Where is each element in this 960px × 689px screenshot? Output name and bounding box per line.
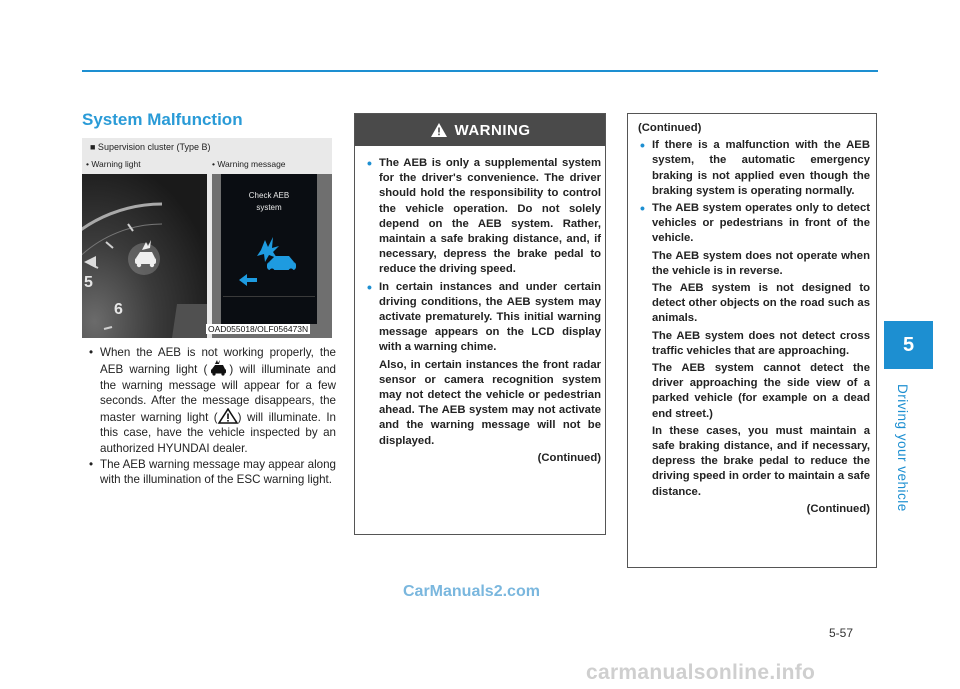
- gauge-number-6: 6: [114, 301, 123, 318]
- continued-list: [638, 138, 870, 246]
- warning-item-supplemental: • The AEB is only a supplemental system for the driver's convenience. The driver should hold the responsibility to control the vehicle operation. Do not solely depend on the AEB system. Rather, maintain a safe braking distance, and, if necessary, depress the brake pedal to reduce the driving speed.: [365, 156, 601, 278]
- cluster-figure: [82, 138, 332, 338]
- bullet-text-part1: When the AEB is not working properly, the AEB warning light (: [100, 346, 336, 377]
- page-number: 5-57: [829, 626, 854, 640]
- chapter-title: Driving your vehicle: [895, 384, 910, 512]
- warning-item-not-detect: Also, in certain instances the front radar sensor or camera recognition system may not detect the vehicle or pedestrian ahead. The AEB system may not activate and the warning message will not be displayed.: [379, 358, 601, 447]
- continued-para-cross-traffic: The AEB system does not detect cross traffic vehicles that are approaching.: [652, 329, 870, 357]
- chapter-number: 5: [902, 333, 915, 356]
- lcd-message-line1: Check AEB: [248, 191, 290, 200]
- lcd-message-line2: system: [256, 203, 282, 212]
- figure-label-warning-message: • Warning message: [212, 159, 286, 169]
- master-warning-icon: [218, 408, 238, 424]
- malfunction-bullets: [84, 345, 336, 489]
- continued-para-parked-vehicle: The AEB system cannot detect the driver approaching the side view of a parked vehicle (for example on a dead end street.): [652, 362, 870, 420]
- figure-label-warning-light: • Warning light: [86, 159, 141, 169]
- lcd-divider: [223, 296, 315, 297]
- warning-continued: (Continued): [537, 451, 601, 464]
- bullet-esc-warning: • The AEB warning message may appear along with the illumination of the ESC warning light.: [84, 457, 336, 488]
- lcd-display: [221, 174, 317, 324]
- continued-para-reverse: The AEB system does not operate when the vehicle is in reverse.: [652, 249, 870, 277]
- speedometer-gauge: [82, 174, 207, 338]
- section-heading: System Malfunction: [82, 110, 243, 129]
- warning-triangle-icon: [430, 122, 448, 138]
- chapter-tab: [884, 321, 933, 369]
- continued-item-operates-only: • The AEB system operates only to detect vehicles or pedestrians in front of the vehicle.: [638, 201, 870, 247]
- collision-icon: [221, 232, 317, 302]
- bullet-text-part2: ) will illuminate and the warning message will appear for a few seconds. After the message disappears, the master warning light (: [100, 363, 336, 425]
- continued-box: [627, 113, 877, 568]
- continued-header: (Continued): [638, 122, 702, 134]
- watermark-carmanuals2: CarManuals2.com: [403, 583, 540, 600]
- continued-para-animals: The AEB system is not designed to detect other objects on the road such as animals.: [652, 282, 870, 325]
- chapter-side-title: [895, 380, 923, 520]
- gauge-number-5: 5: [84, 274, 93, 291]
- warning-item-premature: • In certain instances and under certain driving conditions, the AEB system may activate prematurely. This initial warning message appears on the LCD display with a warning chime.: [365, 280, 601, 356]
- cluster-gauge-photo: [82, 174, 207, 338]
- bullet-aeb-not-working: [84, 345, 336, 456]
- warning-box: [354, 113, 606, 535]
- figure-code: OAD055018/OLF056473N: [208, 324, 309, 334]
- bullet-text-part3: ) will illuminate. In this case, have the vehicle inspected by an authorized HYUNDAI dealer.: [100, 411, 336, 455]
- aeb-warning-icon: [207, 360, 229, 376]
- watermark-carmanualsonline: carmanualsonline.info: [586, 661, 816, 684]
- continued-para-safe-distance: In these cases, you must maintain a safe braking distance, and if necessary, depress the brake pedal to reduce the driving speed in order to maintain a safe distance.: [652, 424, 870, 498]
- warning-list: [365, 156, 601, 466]
- warning-title: WARNING: [454, 121, 531, 139]
- continued-content: [638, 121, 870, 517]
- continued-footer: (Continued): [806, 502, 870, 515]
- lcd-panel: [212, 174, 332, 338]
- warning-header: [355, 114, 605, 146]
- header-rule: [82, 70, 878, 72]
- continued-item-malfunction: • If there is a malfunction with the AEB system, the automatic emergency braking is not applied even though the braking system is operating normally.: [638, 138, 870, 199]
- figure-caption: ■ Supervision cluster (Type B): [90, 142, 211, 152]
